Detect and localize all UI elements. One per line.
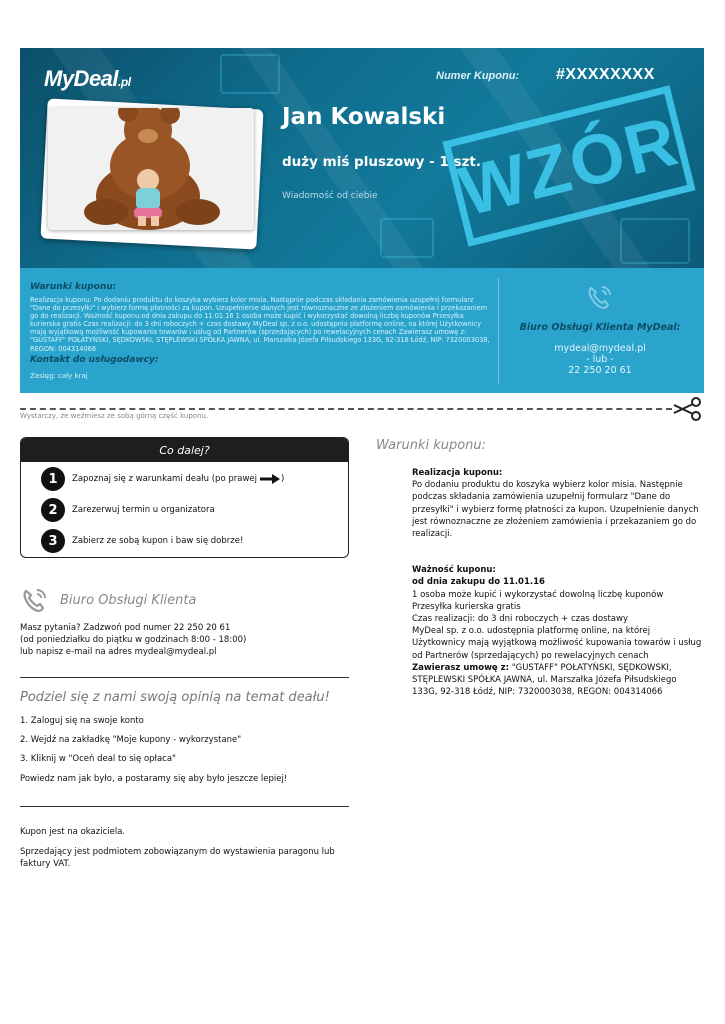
conditions-text: Realizacja kuponu: Po dodaniu produktu do koszyka wybierz kolor misia. Następnie podczas składania zamówienia uzupełnij formularz "Dane do przesyłki" i wybierz formę płatności za kupon. Uzupełnienie danych jest równoznaczne ze złożeniem zamówienia i przekazaniem go do realizacji. Ważność kuponu:od dnia zakupu do 11.01.16 1 osoba może kupić i wykorzystać dowolną liczbę kuponów Przesyłka kurierska gratis Czas realizacji: do 3 dni roboczych + czas dostawy MyDeal sp. z o.o. udostępnia platformę online, na której Użytkownicy mają wyjątkową możliwość kupowania towarów i usług od Partnerów (sprzedających) po rewelacyjnych cenach Zawierasz umowę z: "GUSTAFF" POŁATYŃSKI, SĘDKOWSKI, STĘPLEWSKI SPÓŁKA JAWNA, ul. Marszałka Józefa Piłsudskiego 133G, 92-318 Łódź, NIP: 7320003038, REGON: 004314066 <box>30 296 490 353</box>
info-divider <box>498 278 499 384</box>
step-item <box>41 529 243 553</box>
support-phone: 22 250 20 61 <box>568 365 632 376</box>
next-steps-title: Co dalej? <box>21 438 348 462</box>
support-email: mydeal@mydeal.pl <box>554 343 646 354</box>
vat-note: Sprzedający jest podmiotem zobowiązanym do wystawienia paragonu lub faktury VAT. <box>20 847 335 869</box>
step-text: Zabierz ze sobą kupon i baw się dobrze! <box>72 536 244 546</box>
product-name: duży miś pluszowy - 1 szt. <box>282 154 481 170</box>
support-header <box>20 585 349 615</box>
coupon-conditions <box>30 282 492 380</box>
divider <box>20 677 349 678</box>
share-title: Podziel się z nami swoją opinią na temat deału! <box>20 690 330 705</box>
step-number: 1 <box>41 467 65 491</box>
buyer-name: Jan Kowalski <box>282 104 446 130</box>
coupon-hero <box>20 48 704 268</box>
step-item <box>41 498 215 522</box>
gift-message: Wiadomość od ciebie <box>282 191 378 201</box>
step-item <box>41 467 284 491</box>
list-item: 3. Kliknij w "Oceń deal to się opłaca" <box>20 754 176 764</box>
legal-notes <box>20 826 349 870</box>
coupon <box>20 48 704 393</box>
scissors-icon <box>672 396 702 422</box>
cut-line <box>20 408 672 410</box>
next-steps-box <box>20 437 349 558</box>
share-steps <box>20 716 349 773</box>
step-number: 2 <box>41 498 65 522</box>
support-or: - lub - <box>586 354 614 365</box>
support-section-title: Biuro Obsługi Klienta <box>60 592 197 608</box>
teddy-bear-image <box>48 108 254 230</box>
list-item: 1. Zaloguj się na swoje konto <box>20 716 144 726</box>
support-title: Biuro Obsługi Klienta MyDeal: <box>519 322 681 333</box>
phone-icon <box>20 585 50 615</box>
validity-line: 1 osoba może kupić i wykorzystać dowolną liczbę kuponów <box>412 589 664 600</box>
conditions-title: Warunki kuponu: <box>30 282 117 292</box>
realization-label: Realizacja kuponu: <box>412 468 503 478</box>
validity-line: MyDeal sp. z o.o. udostępnia platformę online, na której Użytkownicy mają wyjątkową możliwość kupowania towarów i usług od Partnerów (sprzedających) po rewelacyjnych cenach <box>412 626 702 661</box>
step-text: Zarezerwuj termin u organizatora <box>72 505 215 515</box>
product-photo <box>48 108 254 230</box>
cut-note: Wystarczy, że weźmiesz ze sobą górną część kuponu. <box>20 412 209 420</box>
divider <box>20 806 349 807</box>
validity-line: Czas realizacji: do 3 dni roboczych + czas dostawy <box>412 614 628 625</box>
support-text: Masz pytania? Zadzwoń pod numer 22 250 20 61 (od poniedziałku do piątku w godzinach 8:00 - 18:00) lub napisz e-mail na adres mydeal@mydeal.pl <box>20 623 247 657</box>
validity-date: od dnia zakupu do 11.01.16 <box>412 577 545 588</box>
arrow-right-icon <box>260 474 280 484</box>
sample-stamp: WZÓR <box>442 85 695 246</box>
step-number: 3 <box>41 529 65 553</box>
contract: Zawierasz umowę z: "GUSTAFF" POŁATYŃSKI, SĘDKOWSKI, STĘPLEWSKI SPÓŁKA JAWNA, ul. Marszałka Józefa Piłsudskiego 133G, 92-318 Łódź, NIP: 7320003038, REGON: 004314066 <box>412 662 677 698</box>
step-text: Zapoznaj się z warunkami deału (po prawej ) <box>72 474 285 484</box>
service-range: Zasięg: cały kraj <box>30 371 88 380</box>
coupon-support <box>500 282 700 376</box>
terms-body <box>412 467 704 698</box>
bearer-note: Kupon jest na okaziciela. <box>20 827 126 837</box>
support-section <box>20 585 349 658</box>
validity-line: Przesyłka kurierska gratis <box>412 601 521 612</box>
share-footer: Powiedz nam jak było, a postaramy się aby było jeszcze lepiej! <box>20 774 288 784</box>
coupon-number: #XXXXXXXX <box>556 66 655 83</box>
mydeal-logo: MyDeal.pl <box>44 66 131 91</box>
coupon-info-band <box>20 268 704 393</box>
coupon-number-label: Numer Kuponu: <box>436 70 520 82</box>
realization-text: Po dodaniu produktu do koszyka wybierz kolor misia. Następnie podczas składania zamówienia uzupełnij formularz "Dane do przesyłki" i wybierz formę płatności za kupon. Uzupełnienie danych jest równoznaczne ze złożeniem zamówienia i przekazaniem go do realizacji. <box>412 480 699 540</box>
phone-icon <box>585 282 615 312</box>
terms-title: Warunki kuponu: <box>376 438 487 453</box>
list-item: 2. Wejdź na zakładkę "Moje kupony - wykorzystane" <box>20 735 242 745</box>
provider-title: Kontakt do usługodawcy: <box>30 354 159 365</box>
validity-label: Ważność kuponu: <box>412 565 496 576</box>
